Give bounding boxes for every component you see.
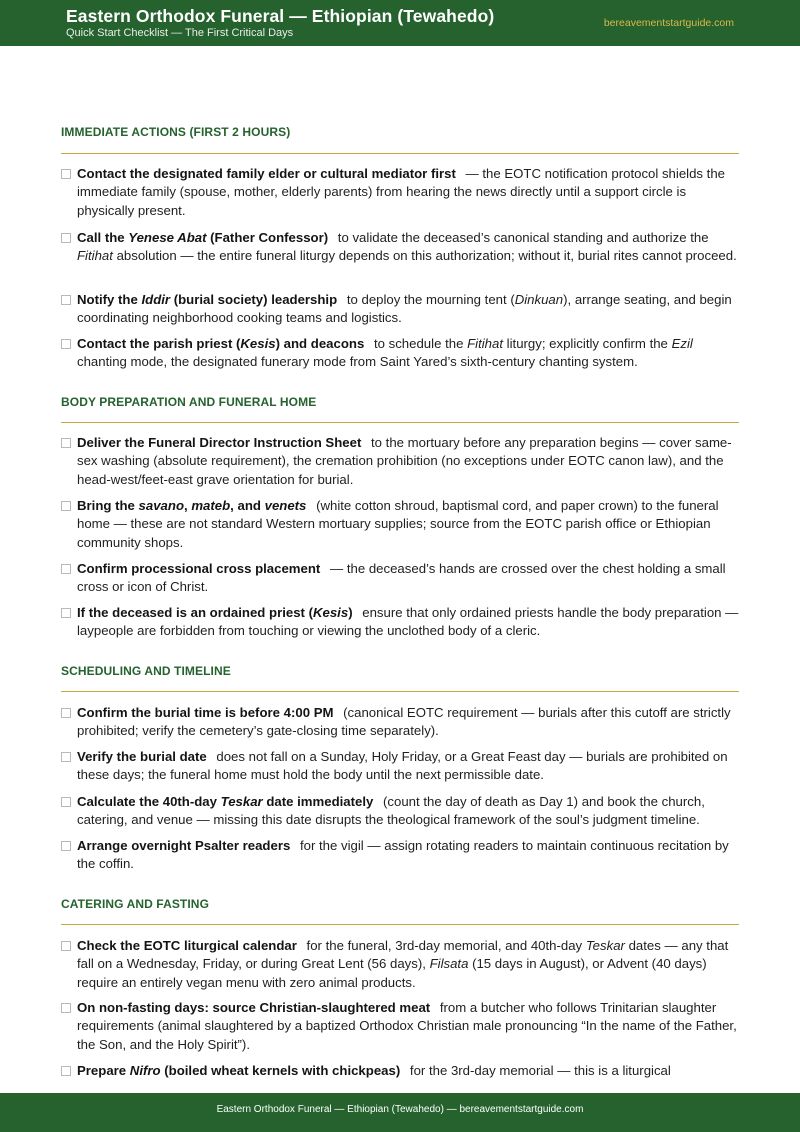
- checkbox[interactable]: [61, 501, 71, 511]
- page-footer: [0, 1093, 800, 1132]
- checklist-item[interactable]: [61, 793, 739, 830]
- item-lead: Call the Yenese Abat (Father Confessor): [77, 230, 329, 245]
- checkbox[interactable]: [61, 295, 71, 305]
- checklist-item[interactable]: [61, 748, 739, 785]
- checklist-item[interactable]: [61, 497, 739, 552]
- checkbox[interactable]: [61, 1066, 71, 1076]
- item-lead: Deliver the Funeral Director Instruction Sheet: [77, 435, 362, 450]
- item-lead: Bring the savano, mateb, and venets: [77, 498, 307, 513]
- checklist-item[interactable]: [61, 291, 739, 328]
- item-lead: Notify the Iddir (burial society) leadership: [77, 292, 338, 307]
- checklist-item[interactable]: [61, 335, 739, 372]
- checklist-item[interactable]: [61, 229, 739, 266]
- section-title-catering: CATERING AND FASTING: [61, 897, 209, 911]
- checklist-item[interactable]: [61, 560, 739, 597]
- section-title-immediate-actions: IMMEDIATE ACTIONS (FIRST 2 HOURS): [61, 125, 291, 139]
- section-divider: [61, 691, 739, 692]
- item-text: to validate the deceased’s canonical standing and authorize the Fitihat absolution — the entire funeral liturgy depends on this authorization; without it, burial rites cannot proceed.: [77, 230, 737, 264]
- checkbox[interactable]: [61, 233, 71, 243]
- item-text: to deploy the mourning tent (Dinkuan), arrange seating, and begin coordinating neighborhood cooking teams and logistics.: [77, 292, 732, 326]
- item-text: — the EOTC notification protocol shields the immediate family (spouse, mother, elderly parents) from hearing the news directly until a support circle is physically present.: [77, 166, 726, 218]
- item-lead: Confirm the burial time is before 4:00 PM: [77, 705, 334, 720]
- item-text: (canonical EOTC requirement — burials after this cutoff are strictly prohibited; verify the cemetery’s gate-closing time separately).: [77, 705, 731, 739]
- footer-text: Eastern Orthodox Funeral — Ethiopian (Tewahedo) — bereavementstartguide.com: [216, 1104, 584, 1115]
- item-lead: If the deceased is an ordained priest (Kesis): [77, 605, 353, 620]
- checkbox[interactable]: [61, 339, 71, 349]
- checkbox[interactable]: [61, 941, 71, 951]
- item-lead: Contact the parish priest (Kesis) and deacons: [77, 336, 365, 351]
- checkbox[interactable]: [61, 841, 71, 851]
- item-lead: Arrange overnight Psalter readers: [77, 838, 291, 853]
- item-text: for the funeral, 3rd-day memorial, and 40th-day Teskar dates — any that fall on a Wednesday, Friday, or during Great Lent (56 days), Filsata (15 days in August), or Advent (40 days) require an entirely vegan menu with zero animal products.: [77, 938, 729, 990]
- checklist-item[interactable]: [61, 837, 739, 874]
- section-divider: [61, 924, 739, 925]
- checklist-item[interactable]: [61, 999, 739, 1054]
- item-text: ensure that only ordained priests handle the body preparation — laypeople are forbidden from touching or viewing the unclothed body of a cleric.: [77, 605, 739, 639]
- item-lead: Verify the burial date: [77, 749, 207, 764]
- checkbox[interactable]: [61, 169, 71, 179]
- checklist-item[interactable]: [61, 434, 739, 489]
- section-title-scheduling: SCHEDULING AND TIMELINE: [61, 664, 231, 678]
- item-lead: Contact the designated family elder or cultural mediator first: [77, 166, 456, 181]
- checkbox[interactable]: [61, 797, 71, 807]
- item-lead: Confirm processional cross placement: [77, 561, 321, 576]
- checkbox[interactable]: [61, 608, 71, 618]
- checkbox[interactable]: [61, 708, 71, 718]
- item-text: (white cotton shroud, baptismal cord, and paper crown) to the funeral home — these are not standard Western mortuary supplies; source from the EOTC parish office or Ethiopian community shops.: [77, 498, 719, 550]
- document-subtitle: Quick Start Checklist — The First Critical Days: [66, 27, 294, 39]
- section-divider: [61, 153, 739, 154]
- section-divider: [61, 422, 739, 423]
- checklist-item[interactable]: [61, 704, 739, 741]
- item-lead: Check the EOTC liturgical calendar: [77, 938, 297, 953]
- item-text: for the vigil — assign rotating readers to maintain continuous recitation by the coffin.: [77, 838, 729, 872]
- checkbox[interactable]: [61, 1003, 71, 1013]
- item-text: for the 3rd-day memorial — this is a liturgical: [409, 1063, 671, 1078]
- checkbox[interactable]: [61, 564, 71, 574]
- site-link[interactable]: bereavementstartguide.com: [603, 17, 734, 29]
- item-text: to schedule the Fitihat liturgy; explicitly confirm the Ezil chanting mode, the designated funerary mode from Saint Yared’s sixth-century chanting system.: [77, 336, 693, 370]
- item-lead: On non-fasting days: source Christian-slaughtered meat: [77, 1000, 431, 1015]
- item-lead: Calculate the 40th-day Teskar date immediately: [77, 794, 374, 809]
- checkbox[interactable]: [61, 438, 71, 448]
- item-text: to the mortuary before any preparation begins — cover same-sex washing (absolute requirement), the cremation prohibition (no exceptions under EOTC canon law), and the head-west/feet-east grave orientation for burial.: [77, 435, 732, 487]
- checklist-item[interactable]: [61, 1062, 739, 1080]
- checklist-item[interactable]: [61, 165, 739, 220]
- section-title-body-preparation: BODY PREPARATION AND FUNERAL HOME: [61, 395, 317, 409]
- item-text: does not fall on a Sunday, Holy Friday, or a Great Feast day — burials are prohibited on these days; the funeral home must hold the body until the next permissible date.: [77, 749, 728, 783]
- item-text: — the deceased’s hands are crossed over the chest holding a small cross or icon of Christ.: [77, 561, 726, 595]
- page-header: [0, 0, 800, 46]
- checklist-item[interactable]: [61, 937, 739, 992]
- checklist-item[interactable]: [61, 604, 739, 641]
- item-text: (count the day of death as Day 1) and book the church, catering, and venue — missing this date disrupts the theological framework of the soul’s judgment timeline.: [77, 794, 705, 828]
- item-text: from a butcher who follows Trinitarian slaughter requirements (animal slaughtered by a baptized Orthodox Christian male pronouncing “In the name of the Father, the Son, and the Holy Spirit”).: [77, 1000, 737, 1052]
- checkbox[interactable]: [61, 752, 71, 762]
- item-lead: Prepare Nifro (boiled wheat kernels with chickpeas): [77, 1063, 401, 1078]
- document-title: Eastern Orthodox Funeral — Ethiopian (Tewahedo): [66, 6, 495, 26]
